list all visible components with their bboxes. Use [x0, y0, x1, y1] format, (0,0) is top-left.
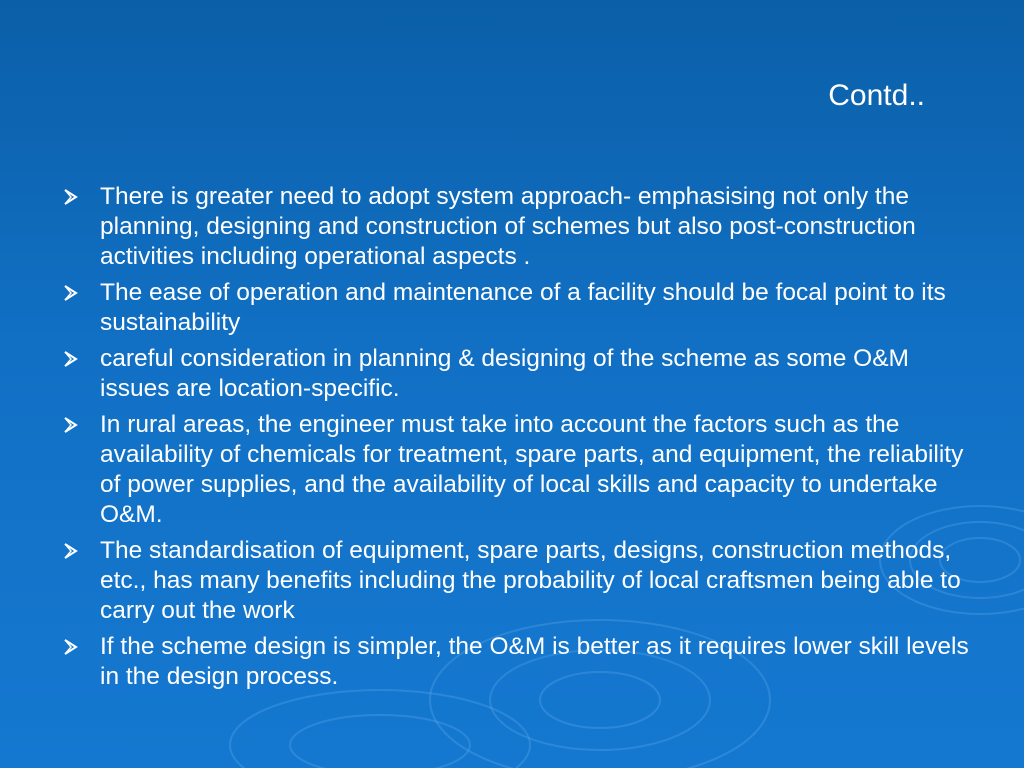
bullet-item	[62, 410, 977, 530]
chevron-right-icon	[62, 416, 80, 434]
bullet-text: The ease of operation and maintenance of a facility should be focal point to its sustainability	[100, 279, 946, 336]
bullet-text: If the scheme design is simpler, the O&M is better as it requires lower skill levels in the design process.	[100, 633, 969, 690]
bullet-text: The standardisation of equipment, spare parts, designs, construction methods, etc., has many benefits including the probability of local craftsmen being able to carry out the work	[100, 537, 961, 624]
bullet-item	[62, 536, 977, 626]
bullet-list	[62, 182, 977, 698]
chevron-right-icon	[62, 350, 80, 368]
chevron-right-icon	[62, 188, 80, 206]
chevron-right-icon	[62, 638, 80, 656]
bullet-item	[62, 344, 977, 404]
bullet-text: In rural areas, the engineer must take into account the factors such as the availability of chemicals for treatment, spare parts, and equipment, the reliability of power supplies, and the availability of local skills and capacity to undertake O&M.	[100, 411, 964, 528]
bullet-item	[62, 632, 977, 692]
bullet-text: There is greater need to adopt system approach- emphasising not only the planning, designing and construction of schemes but also post-construction activities including operational aspects .	[100, 183, 916, 270]
chevron-right-icon	[62, 284, 80, 302]
bullet-item	[62, 278, 977, 338]
slide-title: Contd..	[828, 79, 925, 112]
chevron-right-icon	[62, 542, 80, 560]
bullet-item	[62, 182, 977, 272]
bullet-text: careful consideration in planning & designing of the scheme as some O&M issues are location-specific.	[100, 345, 909, 402]
